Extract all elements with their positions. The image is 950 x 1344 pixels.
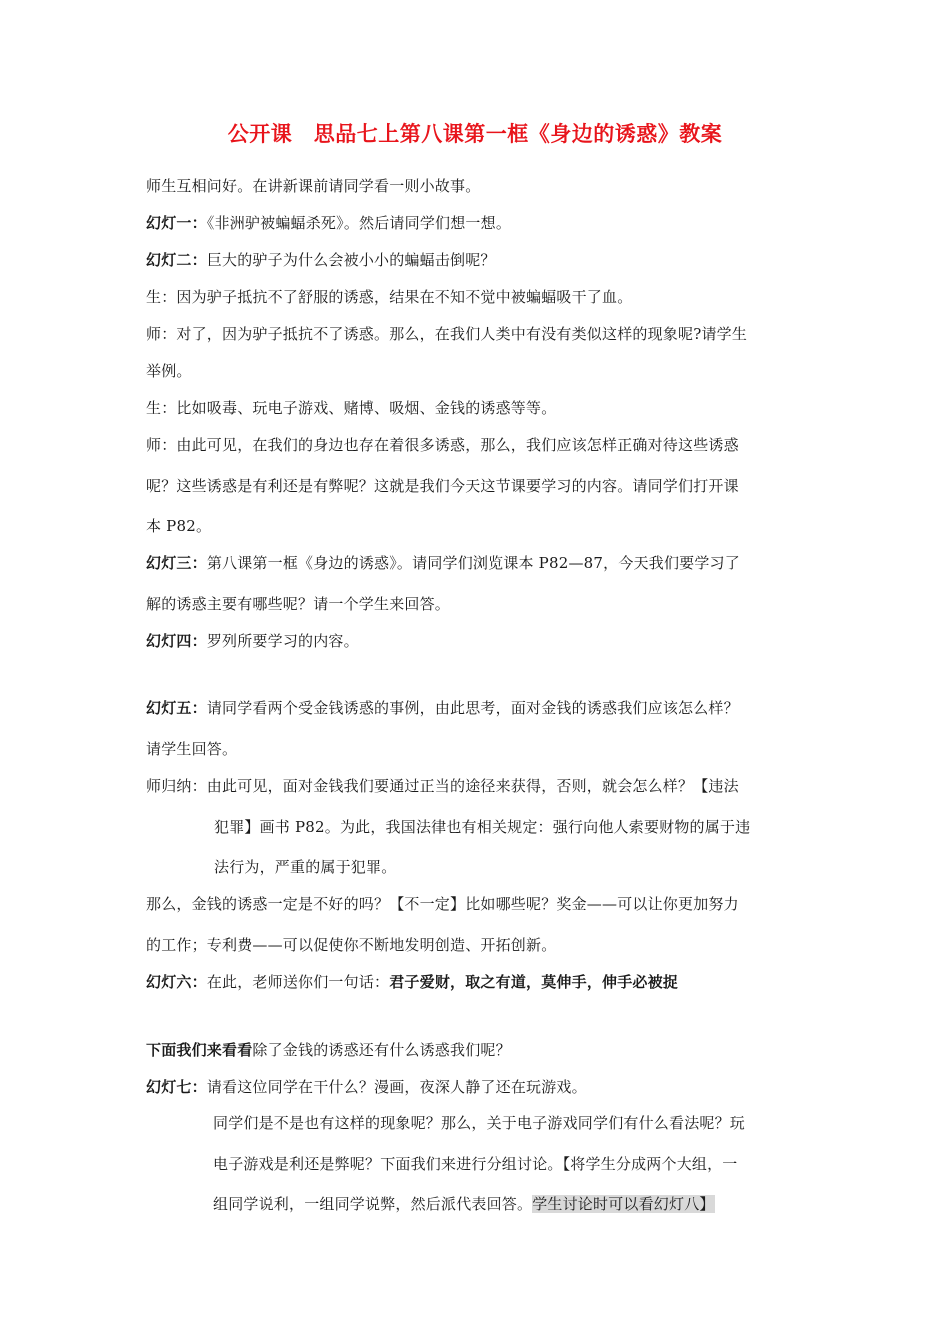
- paragraph-slide-2: 幻灯二：巨大的驴子为什么会被小小的蝙蝠击倒呢？: [146, 251, 496, 269]
- paragraph-games-line-2: 电子游戏是利还是弊呢？下面我们来进行分组讨论。【将学生分成两个大组，一: [213, 1155, 738, 1173]
- slide-label: 幻灯一：: [146, 214, 207, 232]
- paragraph-summary-line-3: 法行为，严重的属于犯罪。: [214, 858, 397, 876]
- paragraph-games-line-1: 同学们是不是也有这样的现象呢？那么，关于电子游戏同学们有什么看法呢？玩: [213, 1114, 746, 1132]
- slide-label: 幻灯五：: [146, 699, 207, 717]
- slide-label: 幻灯三：: [146, 554, 207, 572]
- paragraph-slide-3-line-1: 幻灯三：第八课第一框《身边的诱惑》。请同学们浏览课本 P82—87，今天我们要学习了: [146, 554, 740, 572]
- document-title: 公开课 思品七上第八课第一框《身边的诱惑》教案: [227, 122, 723, 146]
- paragraph-student-answer-1: 生：因为驴子抵抗不了舒服的诱惑，结果在不知不觉中被蝙蝠吸干了血。: [146, 288, 633, 306]
- paragraph-slide-3-line-2: 解的诱惑主要有哪些呢？请一个学生来回答。: [146, 595, 451, 613]
- paragraph-slide-1: 幻灯一：《非洲驴被蝙蝠杀死》。然后请同学们想一想。: [146, 214, 512, 232]
- paragraph-teacher-1-line-2: 举例。: [146, 362, 192, 380]
- paragraph-greeting: 师生互相问好。在讲新课前请同学看一则小故事。: [146, 177, 481, 195]
- paragraph-teacher-1-line-1: 师：对了，因为驴子抵抗不了诱惑。那么，在我们人类中有没有类似这样的现象呢?请学生: [146, 325, 748, 343]
- paragraph-transition: 下面我们来看看除了金钱的诱惑还有什么诱惑我们呢？: [146, 1041, 511, 1059]
- paragraph-summary-line-1: 师归纳：由此可见，面对金钱我们要通过正当的途径来获得，否则，就会怎么样？【违法: [146, 777, 739, 795]
- slide-label: 幻灯四：: [146, 632, 207, 650]
- paragraph-student-answer-2: 生：比如吸毒、玩电子游戏、赌博、吸烟、金钱的诱惑等等。: [146, 399, 557, 417]
- slide-label: 幻灯六：: [146, 973, 207, 991]
- paragraph-teacher-2-line-3: 本 P82。: [146, 517, 212, 535]
- paragraph-slide-5-line-2: 请学生回答。: [146, 740, 238, 758]
- motto-text: 君子爱财，取之有道，莫伸手，伸手必被捉: [389, 973, 679, 991]
- paragraph-slide-5-line-1: 幻灯五：请同学看两个受金钱诱惑的事例，由此思考，面对金钱的诱惑我们应该怎么样？: [146, 699, 739, 717]
- slide-label: 幻灯七：: [146, 1078, 207, 1096]
- paragraph-teacher-2-line-2: 呢？这些诱惑是有利还是有弊呢？这就是我们今天这节课要学习的内容。请同学们打开课: [146, 477, 739, 495]
- paragraph-money-line-2: 的工作；专利费——可以促使你不断地发明创造、开拓创新。: [146, 936, 557, 954]
- highlighted-note: 学生讨论时可以看幻灯八】: [532, 1195, 715, 1213]
- paragraph-slide-7: 幻灯七：请看这位同学在干什么？漫画，夜深人静了还在玩游戏。: [146, 1078, 587, 1096]
- paragraph-money-line-1: 那么，金钱的诱惑一定是不好的吗？【不一定】比如哪些呢？奖金——可以让你更加努力: [146, 895, 739, 913]
- slide-label: 幻灯二：: [146, 251, 207, 269]
- paragraph-games-line-3: 组同学说利，一组同学说弊，然后派代表回答。学生讨论时可以看幻灯八】: [213, 1195, 715, 1213]
- paragraph-slide-4: 幻灯四：罗列所要学习的内容。: [146, 632, 359, 650]
- paragraph-summary-line-2: 犯罪】画书 P82。为此，我国法律也有相关规定：强行向他人索要财物的属于违: [214, 818, 751, 836]
- paragraph-slide-6: 幻灯六：在此，老师送你们一句话：君子爱财，取之有道，莫伸手，伸手必被捉: [146, 973, 679, 991]
- paragraph-teacher-2-line-1: 师：由此可见，在我们的身边也存在着很多诱惑，那么，我们应该怎样正确对待这些诱惑: [146, 436, 739, 454]
